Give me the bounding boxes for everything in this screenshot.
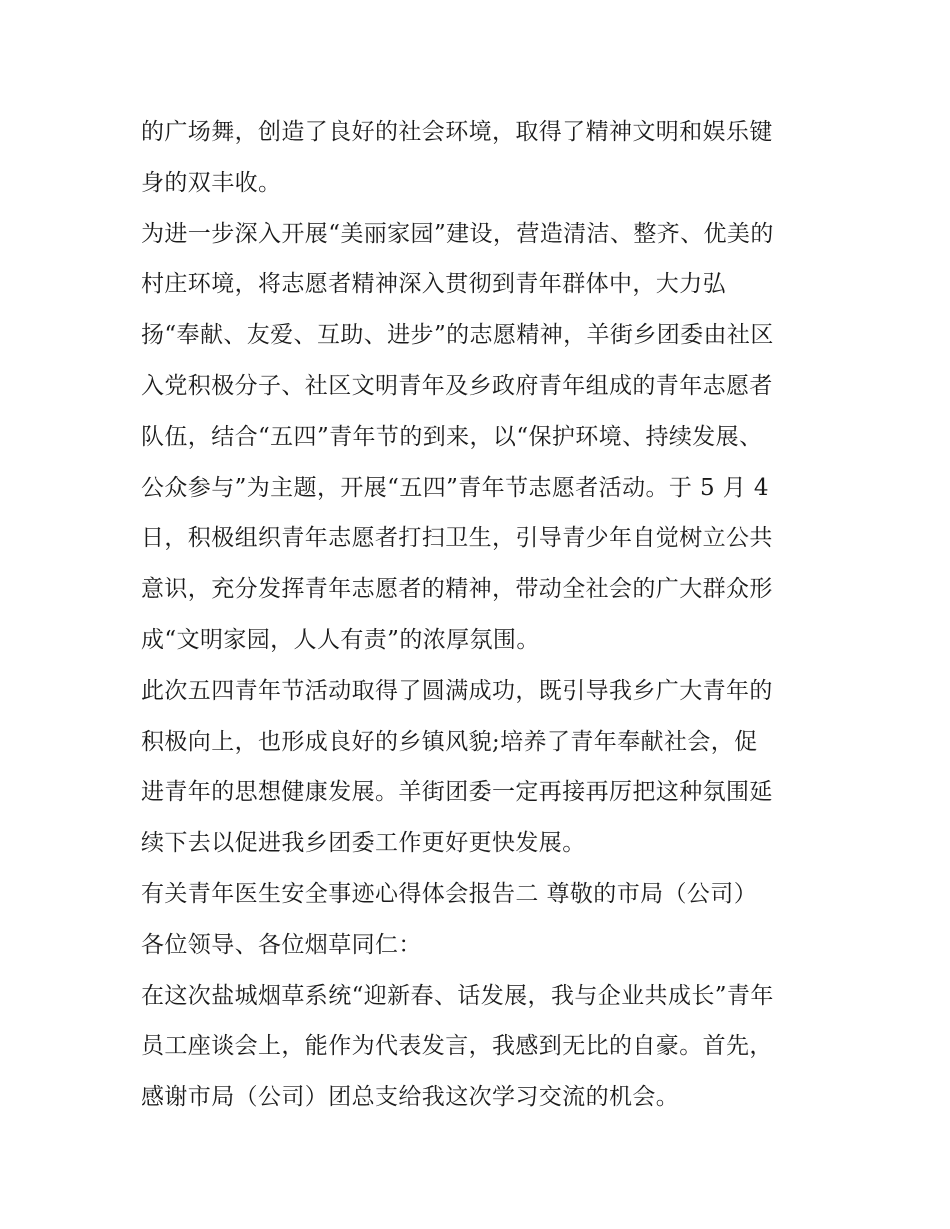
text-line: 身的双丰收。 bbox=[141, 169, 282, 196]
text-line: 此次五四青年节活动取得了圆满成功，既引导我乡广大青年的 bbox=[141, 677, 773, 704]
text-line: 各位领导、各位烟草同仁： bbox=[141, 931, 422, 958]
text-line: 感谢市局（公司）团总支给我这次学习交流的机会。 bbox=[141, 1084, 680, 1111]
text-line: 意识，充分发挥青年志愿者的精神，带动全社会的广大群众形 bbox=[141, 576, 773, 603]
text-line: 进青年的思想健康发展。羊街团委一定再接再厉把这种氛围延 bbox=[141, 779, 773, 806]
text-line: 员工座谈会上，能作为代表发言，我感到无比的自豪。首先， bbox=[141, 1033, 773, 1060]
text-line: 日，积极组织青年志愿者打扫卫生，引导青少年自觉树立公共 bbox=[141, 525, 773, 552]
text-line: 有关青年医生安全事迹心得体会报告二 尊敬的市局（公司） bbox=[141, 880, 758, 907]
document-body bbox=[141, 107, 811, 1123]
text-line: 成“文明家园，人人有责”的浓厚氛围。 bbox=[141, 626, 540, 653]
text-line: 续下去以促进我乡团委工作更好更快发展。 bbox=[141, 830, 586, 857]
text-line: 队伍，结合“五四”青年节的到来，以“保护环境、持续发展、 bbox=[141, 423, 763, 450]
text-line: 的广场舞，创造了良好的社会环境，取得了精神文明和娱乐键 bbox=[141, 119, 773, 145]
text-line: 为进一步深入开展“美丽家园”建设，营造清洁、整齐、优美的 bbox=[141, 220, 774, 247]
text-line: 扬“奉献、友爱、互助、进步”的志愿精神，羊街乡团委由社区 bbox=[141, 322, 774, 349]
text-line: 公众参与”为主题，开展“五四”青年节志愿者活动。于 5 月 4 bbox=[141, 474, 769, 501]
text-line: 村庄环境，将志愿者精神深入贯彻到青年群体中，大力弘 bbox=[141, 271, 726, 298]
text-line: 积极向上，也形成良好的乡镇风貌;培养了青年奉献社会，促 bbox=[141, 728, 758, 755]
text-line: 入党积极分子、社区文明青年及乡政府青年组成的青年志愿者 bbox=[141, 372, 773, 399]
text-line: 在这次盐城烟草系统“迎新春、话发展，我与企业共成长”青年 bbox=[141, 982, 774, 1009]
